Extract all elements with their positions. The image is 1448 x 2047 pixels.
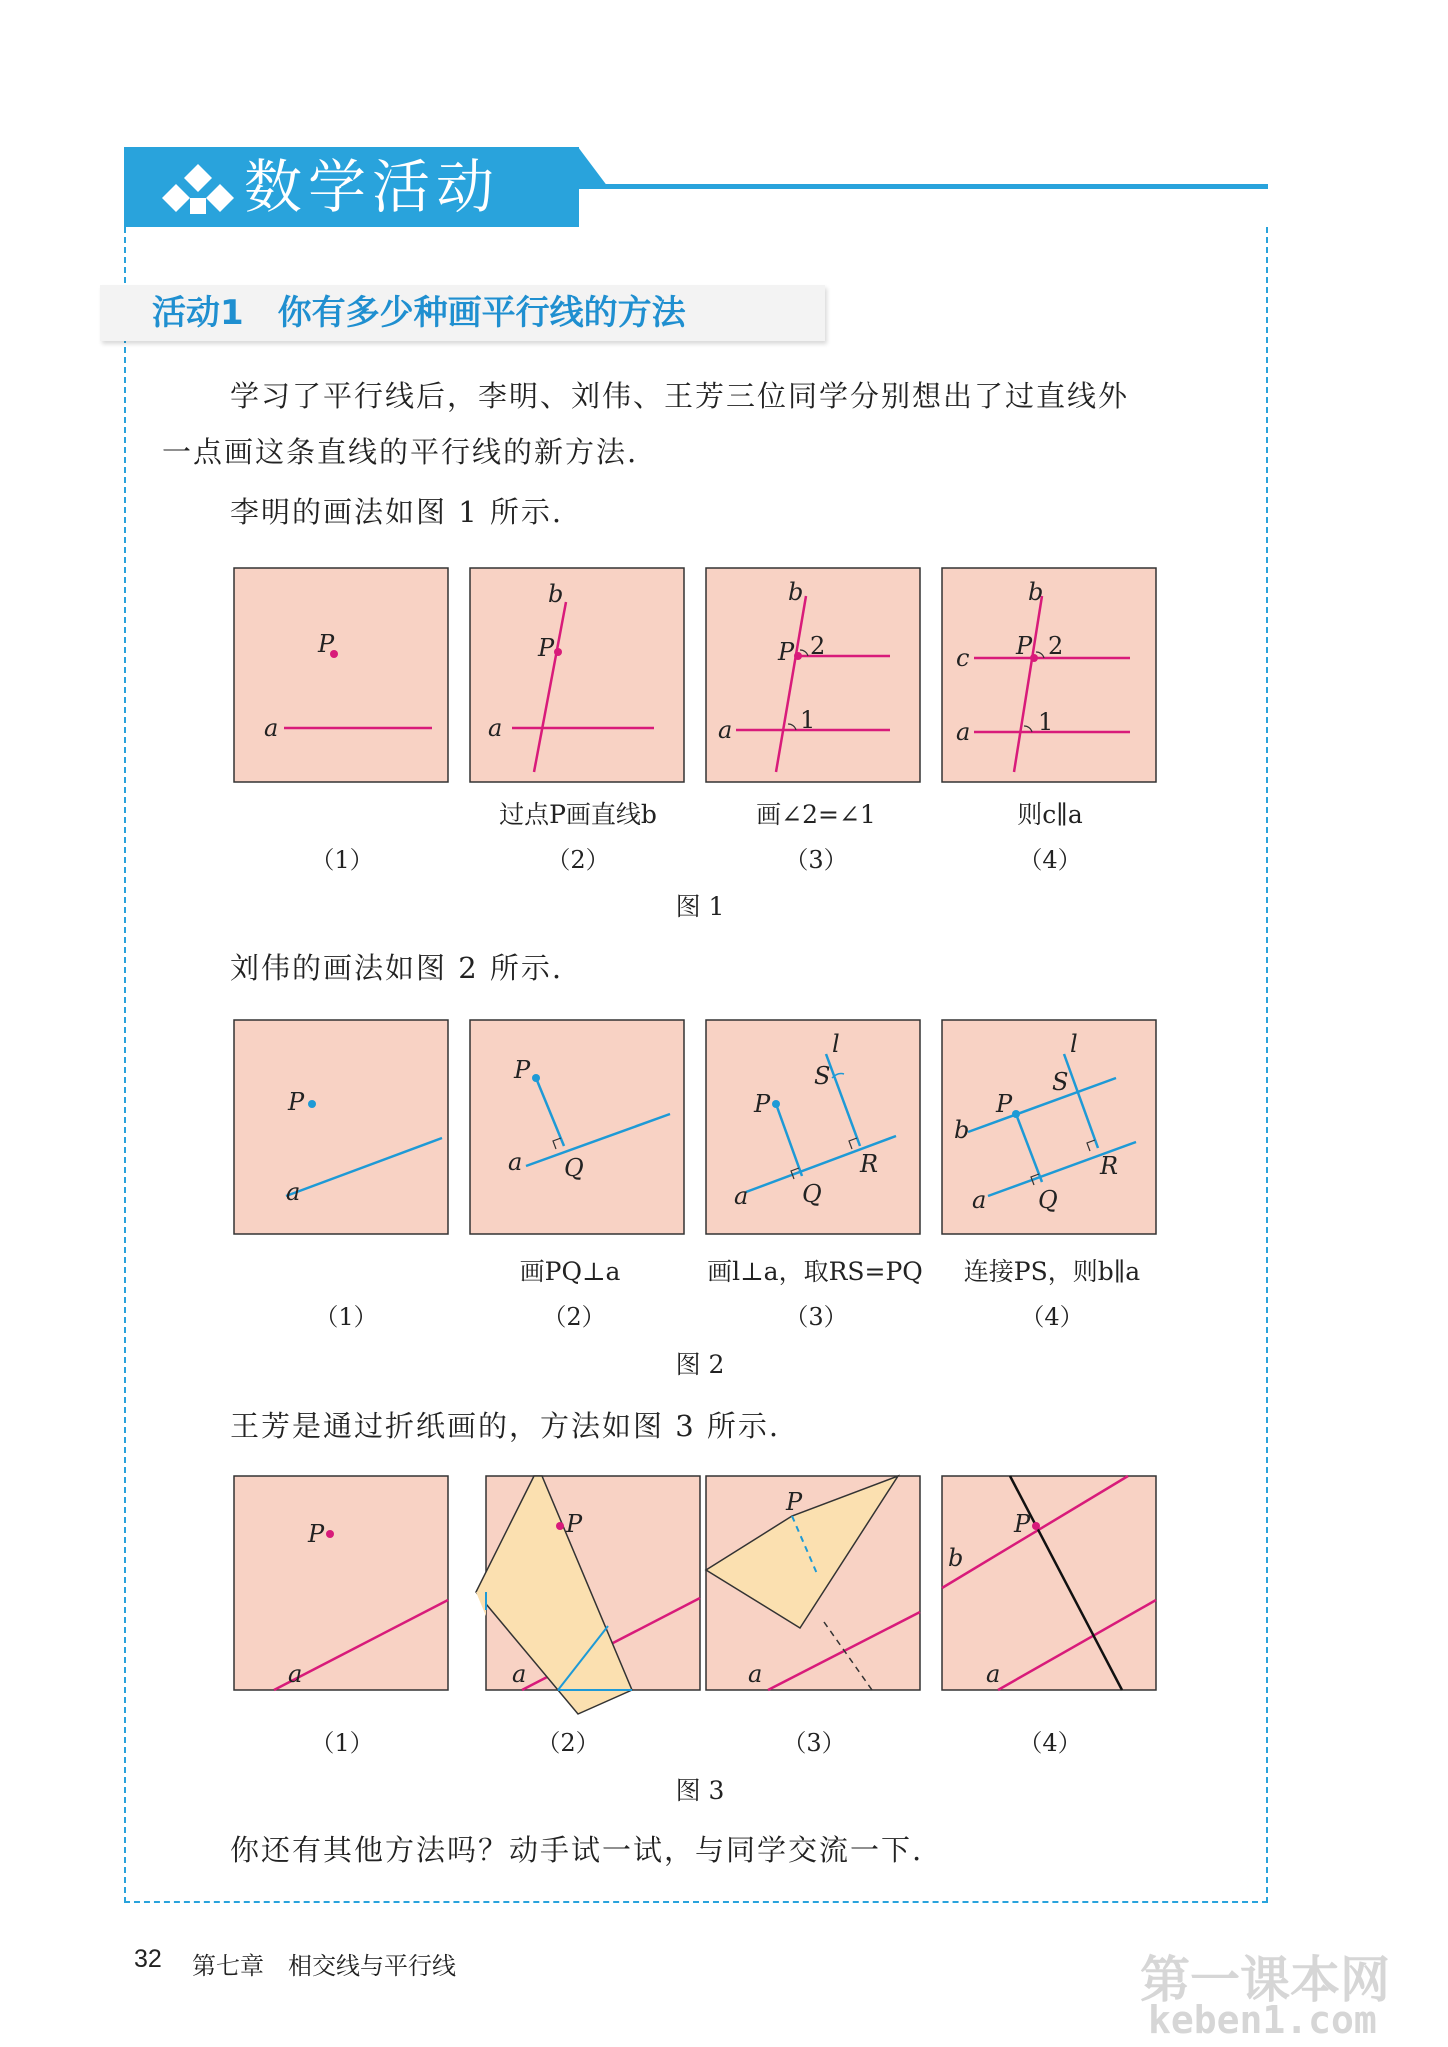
fig2-p4-label-l: l [1070,1030,1078,1058]
fig2-p1-label-a: a [286,1178,301,1206]
figure3-panels [232,1470,1162,1732]
fig1-p2-label-P: P [538,634,555,662]
fig3-panel-4 [942,1476,1156,1690]
watermark-text: 第一课本网 [1140,1951,1390,2009]
fig1-p3-angle1: 1 [800,706,816,734]
fig1-panel-2 [470,568,684,782]
figure1-panels [232,566,1162,788]
fig1-sub-1: （1） [310,846,374,874]
page-number: 32 [134,1945,162,1973]
fig3-p1-label-a: a [288,1660,303,1688]
fig2-p3-label-l: l [832,1030,840,1058]
fig2-p1-label-P: P [288,1088,305,1116]
section-logo-icon [162,160,234,220]
fig1-p4-label-b: b [1028,578,1044,606]
fig2-p3-label-S: S [814,1062,831,1090]
section-banner-line [578,184,1268,189]
fig2-p4-label-a: a [972,1186,987,1214]
fig2-p3-label-R: R [860,1150,879,1178]
fig3-sub-2: （2） [536,1729,600,1757]
fig1-p4-angle1: 1 [1038,708,1054,736]
fig2-p3-label-P: P [754,1090,771,1118]
fig2-caption-3: 画l⊥a，取RS=PQ [707,1257,923,1286]
fig1-caption-2: 过点P画直线b [499,800,657,829]
fig1-p2-label-b: b [548,580,564,608]
fig3-sub-1: （1） [310,1729,374,1757]
intro-paragraph-line2: 一点画这条直线的平行线的新方法. [162,435,639,469]
fig3-panel-3 [706,1476,920,1690]
activity-title: 活动1 你有多少种画平行线的方法 [152,293,686,333]
fig2-caption-2: 画PQ⊥a [519,1257,621,1286]
fig3-p4-label-b: b [948,1544,964,1572]
fig1-sub-4: （4） [1018,846,1082,874]
fig2-panel-1 [234,1020,448,1234]
fig2-caption-4: 连接PS，则b∥a [963,1257,1141,1286]
fig3-p1-label-P: P [308,1520,325,1548]
fig2-p4-label-P: P [996,1090,1013,1118]
fig3-p2-label-P: P [566,1510,583,1538]
fig1-sub-2: （2） [546,846,610,874]
liming-paragraph: 李明的画法如图 1 所示. [230,495,564,529]
fig1-sub-3: （3） [784,846,848,874]
fig2-p3-label-a: a [734,1182,749,1210]
fig3-label: 图 3 [675,1776,725,1805]
fig3-panel-1 [234,1476,448,1690]
intro-paragraph-line1: 学习了平行线后，李明、刘伟、王芳三位同学分别想出了过直线外 [230,379,1130,413]
fig1-p3-label-P: P [778,638,795,666]
fig1-caption-3: 画∠2=∠1 [756,800,876,829]
fig2-p2-label-Q: Q [564,1154,584,1182]
fig3-p4-label-a: a [986,1660,1001,1688]
fig2-sub-3: （3） [784,1303,848,1331]
fig2-p4-label-S: S [1052,1068,1069,1096]
fig1-p4-label-P: P [1016,632,1033,660]
fig2-sub-4: （4） [1020,1303,1084,1331]
fig3-sub-4: （4） [1018,1729,1082,1757]
fig1-panel-1 [234,568,448,782]
fig3-p3-label-a: a [748,1660,763,1688]
fig1-p4-label-c: c [956,644,970,672]
section-title: 数学活动 [244,153,501,221]
fig2-label: 图 2 [675,1350,725,1379]
fig3-p3-label-P: P [786,1488,803,1516]
fig2-p2-label-a: a [508,1148,523,1176]
fig3-panel-2 [476,1476,700,1714]
fig2-panel-4 [942,1020,1156,1234]
fig1-p2-label-a: a [488,714,503,742]
fig1-label: 图 1 [675,892,725,921]
fig1-caption-4: 则c∥a [1017,800,1083,829]
fig2-panel-2 [470,1020,684,1234]
fig1-p3-label-a: a [718,716,733,744]
fig1-p3-label-b: b [788,578,804,606]
section-banner-tab [578,147,608,187]
watermark-url: keben1.com [1148,1998,1377,2042]
fig1-panel-3 [706,568,920,782]
fig1-p4-angle2: 2 [1048,632,1064,660]
fig2-p4-label-b: b [954,1116,970,1144]
fig1-p1-label-P: P [318,630,335,658]
fig2-sub-2: （2） [542,1303,606,1331]
chapter-title: 第七章 相交线与平行线 [192,1952,456,1980]
wangfang-paragraph: 王芳是通过折纸画的，方法如图 3 所示. [230,1409,781,1443]
closing-paragraph: 你还有其他方法吗？动手试一试，与同学交流一下. [230,1833,924,1867]
fig1-p3-angle2: 2 [810,632,826,660]
figure2-panels [232,1018,1162,1240]
liuwei-paragraph: 刘伟的画法如图 2 所示. [230,951,564,985]
fig2-sub-1: （1） [314,1303,378,1331]
fig2-p4-label-Q: Q [1038,1186,1058,1214]
fig1-p1-label-a: a [264,714,279,742]
fig2-p3-label-Q: Q [802,1180,822,1208]
fig3-p2-label-a: a [512,1660,527,1688]
fig1-panel-4 [942,568,1156,782]
fig3-sub-3: （3） [782,1729,846,1757]
fig1-p4-label-a: a [956,718,971,746]
fig2-p2-label-P: P [514,1056,531,1084]
fig2-p4-label-R: R [1100,1152,1119,1180]
fig2-panel-3 [706,1020,920,1234]
fig3-p4-label-P: P [1014,1510,1031,1538]
